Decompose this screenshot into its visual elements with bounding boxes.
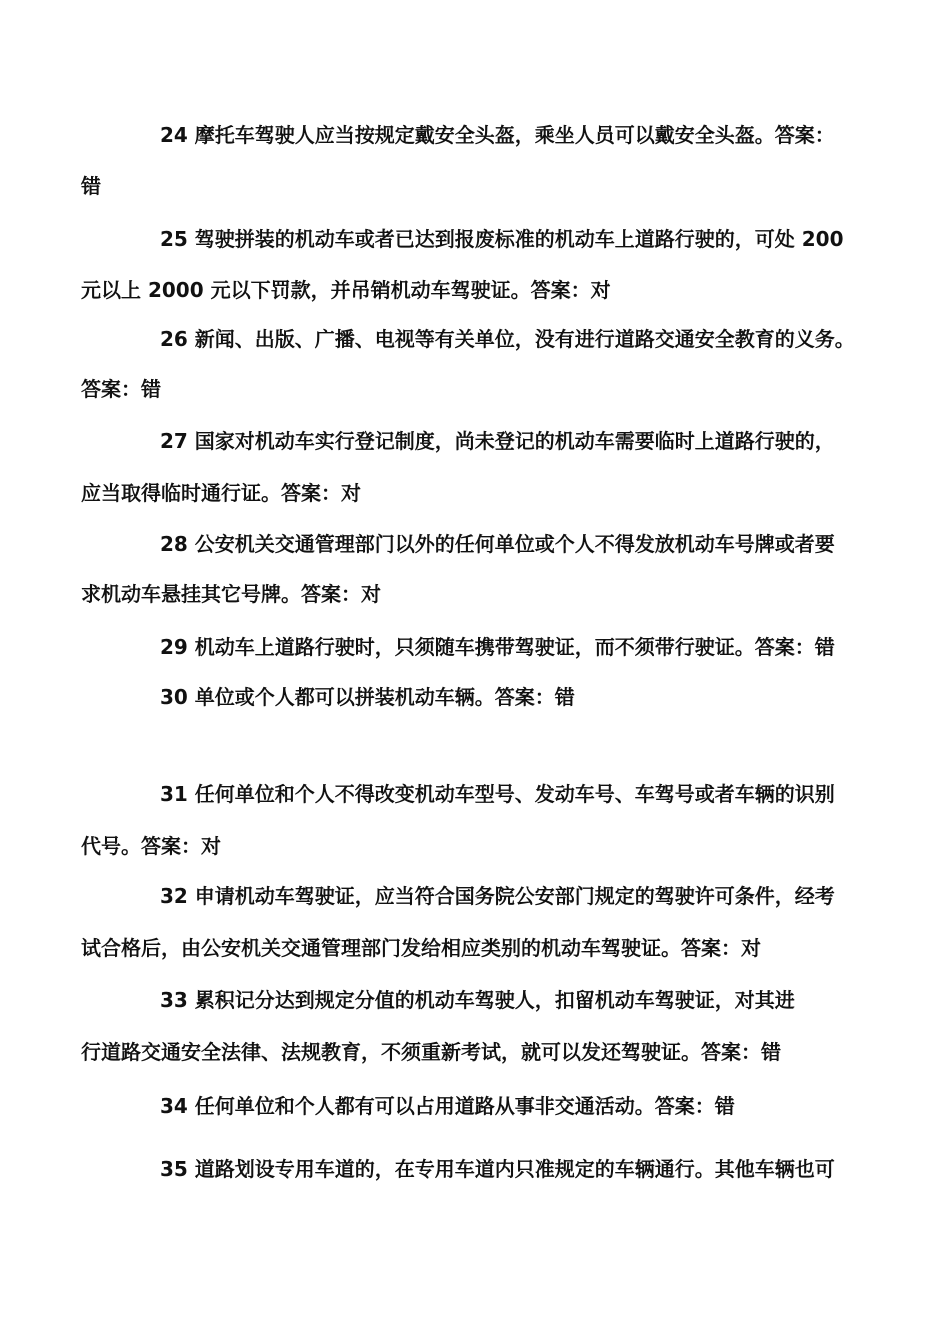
question-31-line-1: 31 任何单位和个人不得改变机动车型号、发动车号、车驾号或者车辆的识别 xyxy=(160,782,835,806)
question-33-line-1: 33 累积记分达到规定分值的机动车驾驶人，扣留机动车驾驶证，对其进 xyxy=(160,988,795,1012)
question-27-line-1: 27 国家对机动车实行登记制度，尚未登记的机动车需要临时上道路行驶的， xyxy=(160,429,835,453)
question-35-line-1: 35 道路划设专用车道的，在专用车道内只准规定的车辆通行。其他车辆也可 xyxy=(160,1157,835,1181)
question-28-line-2: 求机动车悬挂其它号牌。答案：对 xyxy=(81,582,381,606)
question-24-line-1: 24 摩托车驾驶人应当按规定戴安全头盔，乘坐人员可以戴安全头盔。答案： xyxy=(160,123,835,147)
question-29-line-1: 29 机动车上道路行驶时，只须随车携带驾驶证，而不须带行驶证。答案：错 xyxy=(160,635,835,659)
question-30-line-1: 30 单位或个人都可以拼装机动车辆。答案：错 xyxy=(160,685,575,709)
question-31-line-2: 代号。答案：对 xyxy=(81,834,221,858)
question-24-line-2: 错 xyxy=(81,174,101,198)
question-25-line-2: 元以上 2000 元以下罚款，并吊销机动车驾驶证。答案：对 xyxy=(81,278,611,302)
question-26-line-2: 答案：错 xyxy=(81,377,161,401)
question-28-line-1: 28 公安机关交通管理部门以外的任何单位或个人不得发放机动车号牌或者要 xyxy=(160,532,835,556)
question-32-line-2: 试合格后，由公安机关交通管理部门发给相应类别的机动车驾驶证。答案：对 xyxy=(81,936,761,960)
question-32-line-1: 32 申请机动车驾驶证，应当符合国务院公安部门规定的驾驶许可条件，经考 xyxy=(160,884,835,908)
question-33-line-2: 行道路交通安全法律、法规教育，不须重新考试，就可以发还驾驶证。答案：错 xyxy=(81,1040,781,1064)
question-25-line-1: 25 驾驶拼装的机动车或者已达到报废标准的机动车上道路行驶的，可处 200 xyxy=(160,227,844,251)
question-27-line-2: 应当取得临时通行证。答案：对 xyxy=(81,481,361,505)
question-26-line-1: 26 新闻、出版、广播、电视等有关单位，没有进行道路交通安全教育的义务。 xyxy=(160,327,855,351)
question-34-line-1: 34 任何单位和个人都有可以占用道路从事非交通活动。答案：错 xyxy=(160,1094,735,1118)
